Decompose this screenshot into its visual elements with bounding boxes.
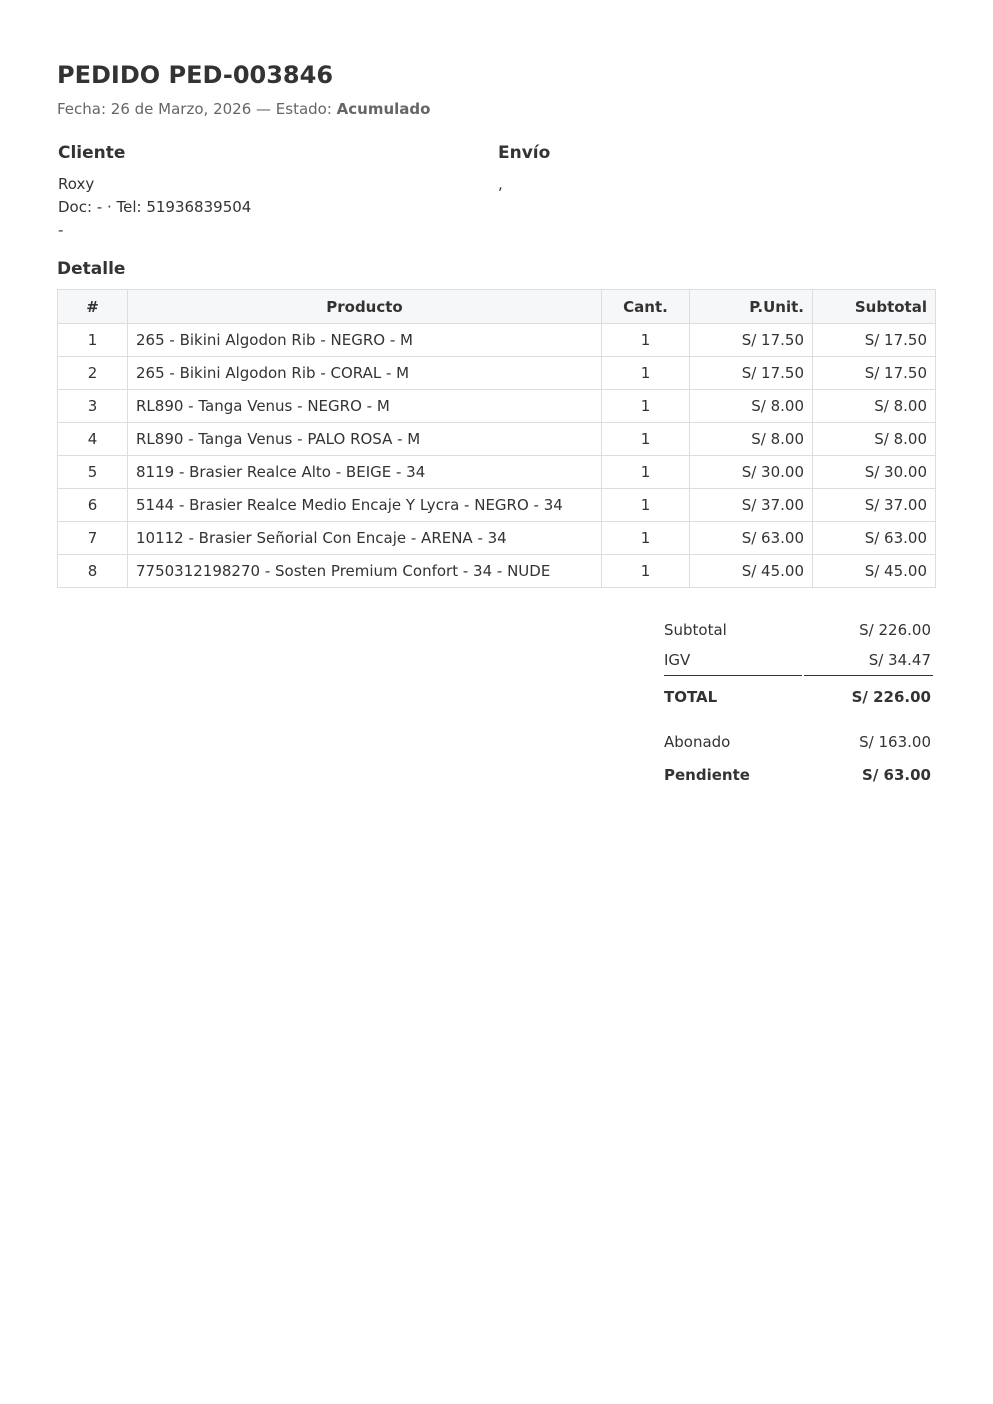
row-subtotal: S/ 63.00 bbox=[813, 522, 936, 555]
paid-value: S/ 163.00 bbox=[859, 733, 931, 751]
shipping-address: , bbox=[498, 175, 503, 193]
col-header-unit-price: P.Unit. bbox=[690, 290, 813, 324]
row-qty: 1 bbox=[602, 390, 690, 423]
totals-total-row bbox=[664, 676, 933, 718]
row-product: 265 - Bikini Algodon Rib - CORAL - M bbox=[128, 357, 602, 390]
client-section bbox=[58, 143, 478, 242]
table-row bbox=[58, 390, 936, 423]
table-header-row bbox=[58, 290, 936, 324]
detail-heading: Detalle bbox=[57, 259, 126, 279]
shipping-section bbox=[498, 143, 918, 196]
row-unit-price: S/ 63.00 bbox=[690, 522, 813, 555]
row-product: 5144 - Brasier Realce Medio Encaje Y Lycra - NEGRO - 34 bbox=[128, 489, 602, 522]
row-subtotal: S/ 17.50 bbox=[813, 324, 936, 357]
client-name: Roxy bbox=[58, 175, 95, 193]
totals-table bbox=[662, 614, 935, 790]
row-product: 8119 - Brasier Realce Alto - BEIGE - 34 bbox=[128, 456, 602, 489]
row-product: RL890 - Tanga Venus - NEGRO - M bbox=[128, 390, 602, 423]
order-date: Fecha: 26 de Marzo, 2026 — Estado: bbox=[57, 100, 337, 118]
row-index: 3 bbox=[58, 390, 128, 423]
row-index: 8 bbox=[58, 555, 128, 588]
subtotal-label: Subtotal bbox=[664, 620, 727, 639]
table-row bbox=[58, 324, 936, 357]
table-body bbox=[58, 324, 936, 588]
totals-pending-row bbox=[664, 760, 933, 790]
row-unit-price: S/ 30.00 bbox=[690, 456, 813, 489]
row-qty: 1 bbox=[602, 522, 690, 555]
client-doc: Doc: - · Tel: 51936839504 bbox=[58, 198, 252, 216]
row-subtotal: S/ 17.50 bbox=[813, 357, 936, 390]
col-header-subtotal: Subtotal bbox=[813, 290, 936, 324]
table-row bbox=[58, 555, 936, 588]
detail-table bbox=[57, 289, 936, 588]
row-subtotal: S/ 30.00 bbox=[813, 456, 936, 489]
row-qty: 1 bbox=[602, 423, 690, 456]
table-row bbox=[58, 423, 936, 456]
page-title: PEDIDO PED-003846 bbox=[57, 61, 334, 89]
row-subtotal: S/ 8.00 bbox=[813, 390, 936, 423]
row-product: 7750312198270 - Sosten Premium Confort - 34 - NUDE bbox=[128, 555, 602, 588]
totals-paid-row bbox=[664, 718, 933, 760]
row-subtotal: S/ 8.00 bbox=[813, 423, 936, 456]
col-header-product: Producto bbox=[128, 290, 602, 324]
paid-label: Abonado bbox=[664, 733, 731, 751]
row-qty: 1 bbox=[602, 555, 690, 588]
table-row bbox=[58, 489, 936, 522]
subtotal-value: S/ 226.00 bbox=[859, 620, 931, 639]
row-unit-price: S/ 8.00 bbox=[690, 390, 813, 423]
client-extra: - bbox=[58, 221, 64, 239]
row-index: 2 bbox=[58, 357, 128, 390]
pending-value: S/ 63.00 bbox=[862, 766, 931, 784]
row-index: 4 bbox=[58, 423, 128, 456]
row-unit-price: S/ 17.50 bbox=[690, 324, 813, 357]
status-badge: Acumulado bbox=[336, 100, 431, 118]
row-qty: 1 bbox=[602, 357, 690, 390]
row-index: 5 bbox=[58, 456, 128, 489]
col-header-index: # bbox=[58, 290, 128, 324]
table-row bbox=[58, 522, 936, 555]
row-qty: 1 bbox=[602, 456, 690, 489]
total-label: TOTAL bbox=[664, 688, 718, 706]
row-index: 6 bbox=[58, 489, 128, 522]
table-row bbox=[58, 456, 936, 489]
shipping-heading: Envío bbox=[498, 143, 551, 163]
table-row bbox=[58, 357, 936, 390]
row-subtotal: S/ 45.00 bbox=[813, 555, 936, 588]
row-index: 7 bbox=[58, 522, 128, 555]
row-subtotal: S/ 37.00 bbox=[813, 489, 936, 522]
row-unit-price: S/ 45.00 bbox=[690, 555, 813, 588]
row-unit-price: S/ 37.00 bbox=[690, 489, 813, 522]
row-qty: 1 bbox=[602, 489, 690, 522]
row-product: RL890 - Tanga Venus - PALO ROSA - M bbox=[128, 423, 602, 456]
igv-label: IGV bbox=[664, 645, 802, 676]
row-product: 265 - Bikini Algodon Rib - NEGRO - M bbox=[128, 324, 602, 357]
col-header-qty: Cant. bbox=[602, 290, 690, 324]
row-qty: 1 bbox=[602, 324, 690, 357]
row-unit-price: S/ 8.00 bbox=[690, 423, 813, 456]
totals-igv-row bbox=[664, 645, 933, 676]
pending-label: Pendiente bbox=[664, 766, 750, 784]
row-product: 10112 - Brasier Señorial Con Encaje - ARENA - 34 bbox=[128, 522, 602, 555]
total-value: S/ 226.00 bbox=[851, 688, 931, 706]
totals-subtotal-row bbox=[664, 614, 933, 645]
igv-value: S/ 34.47 bbox=[804, 645, 933, 676]
client-heading: Cliente bbox=[58, 143, 126, 163]
row-index: 1 bbox=[58, 324, 128, 357]
order-meta bbox=[57, 100, 430, 118]
row-unit-price: S/ 17.50 bbox=[690, 357, 813, 390]
